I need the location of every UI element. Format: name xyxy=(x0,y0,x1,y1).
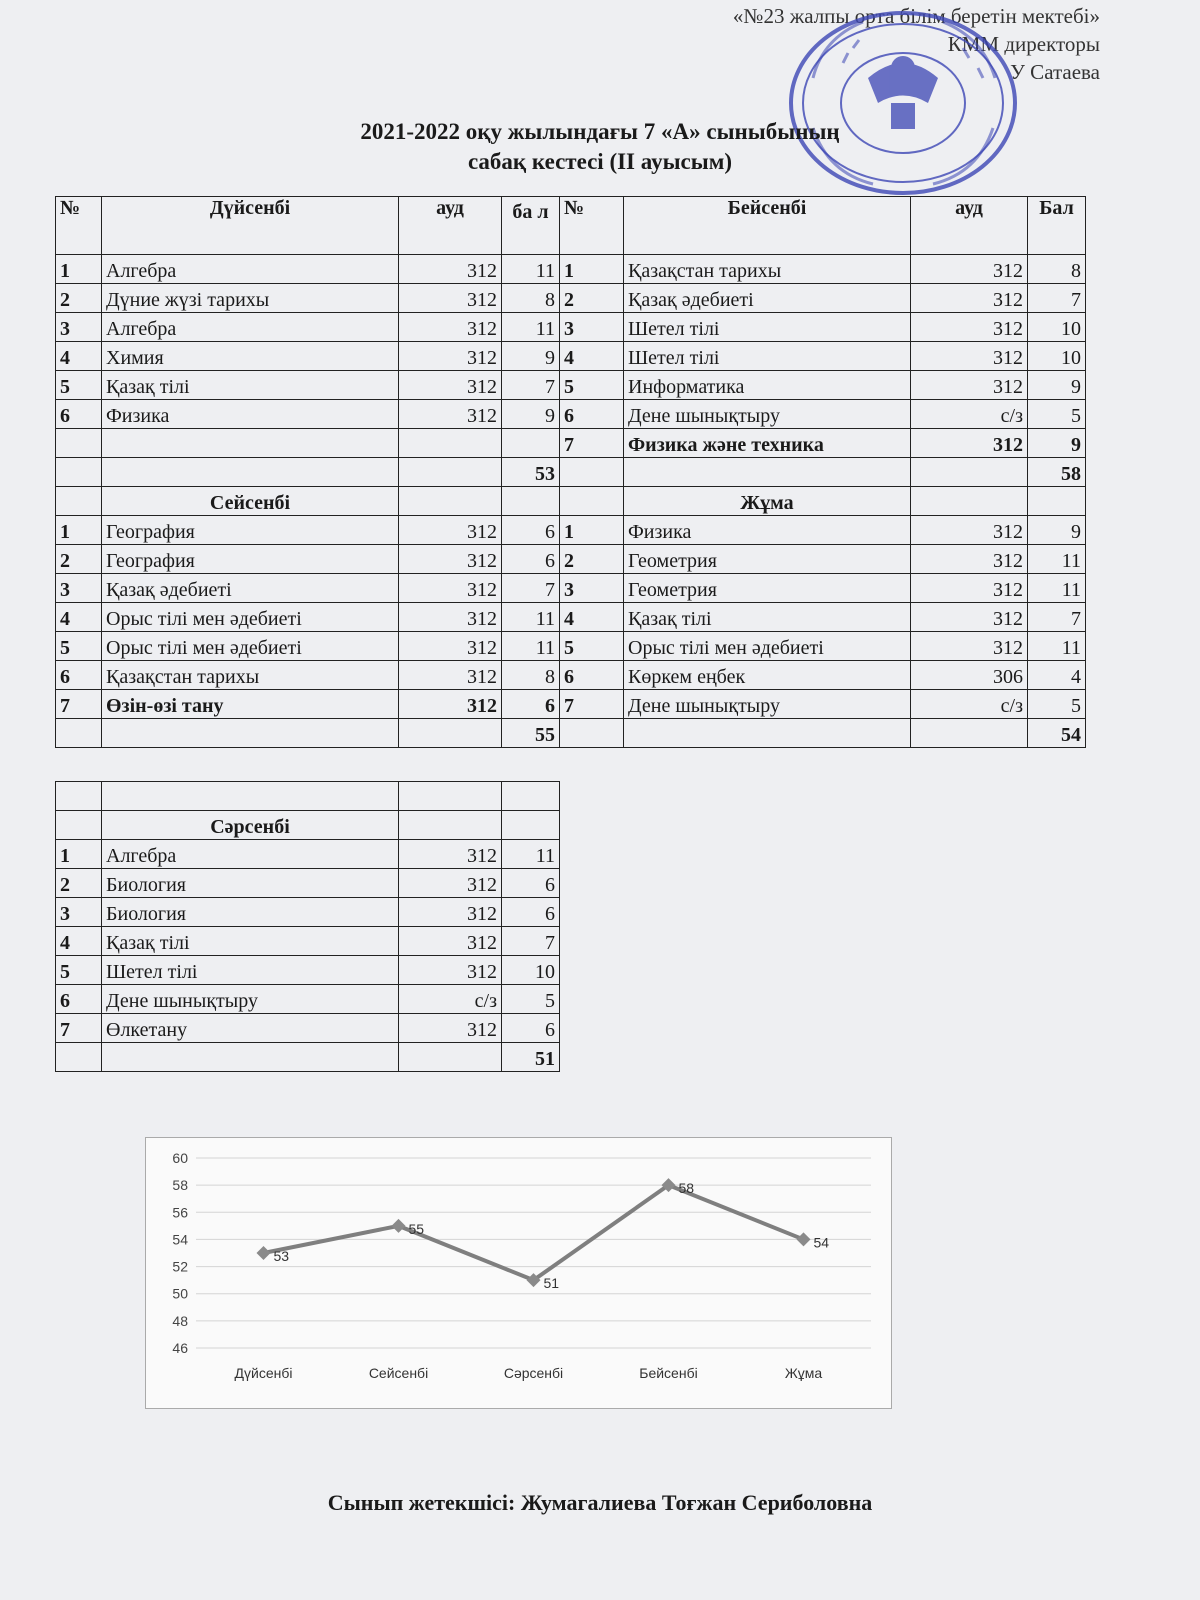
table-row xyxy=(56,869,560,898)
day-header-tuesday: Сейсенбі xyxy=(102,487,399,516)
lesson-score: 5 xyxy=(502,985,560,1014)
lesson-score: 11 xyxy=(502,313,560,342)
table-row xyxy=(56,342,1086,371)
lesson-number: 2 xyxy=(560,284,624,313)
day-total-thursday: 58 xyxy=(1028,458,1086,487)
lesson-subject: Қазақстан тарихы xyxy=(102,661,399,690)
lesson-subject: Геометрия xyxy=(624,545,911,574)
lesson-score: 6 xyxy=(502,869,560,898)
weekly-load-chart xyxy=(145,1137,892,1409)
lesson-room: 306 xyxy=(911,661,1028,690)
data-label: 55 xyxy=(408,1220,425,1237)
timetable xyxy=(55,196,1086,748)
col-header-no: № xyxy=(560,197,624,255)
lesson-subject: География xyxy=(102,545,399,574)
col-header-room: ауд xyxy=(399,197,502,255)
lesson-room: с/з xyxy=(911,690,1028,719)
lesson-room: 312 xyxy=(911,371,1028,400)
lesson-subject: Дене шынықтыру xyxy=(624,400,911,429)
lesson-score: 11 xyxy=(1028,545,1086,574)
lesson-number: 4 xyxy=(56,342,102,371)
day-header-friday: Жұма xyxy=(624,487,911,516)
lesson-score: 7 xyxy=(502,927,560,956)
lesson-number: 6 xyxy=(560,400,624,429)
table-row xyxy=(56,927,560,956)
lesson-room: 312 xyxy=(399,840,502,869)
lesson-room: 312 xyxy=(911,284,1028,313)
lesson-number: 1 xyxy=(560,516,624,545)
lesson-room: с/з xyxy=(399,985,502,1014)
table-row xyxy=(56,632,1086,661)
lesson-room: 312 xyxy=(399,927,502,956)
lesson-number: 2 xyxy=(56,284,102,313)
lesson-subject: Физика xyxy=(624,516,911,545)
table-row xyxy=(56,898,560,927)
lesson-subject: Қазақ тілі xyxy=(102,371,399,400)
lesson-number: 6 xyxy=(560,661,624,690)
table-row xyxy=(56,371,1086,400)
lesson-number: 1 xyxy=(56,516,102,545)
lesson-score: 11 xyxy=(502,840,560,869)
lesson-number: 6 xyxy=(56,661,102,690)
table-row xyxy=(56,661,1086,690)
lesson-subject: Дене шынықтыру xyxy=(624,690,911,719)
lesson-room: 312 xyxy=(399,255,502,284)
lesson-number: 5 xyxy=(56,632,102,661)
day-header-thursday: Бейсенбі xyxy=(624,197,911,255)
lesson-subject: Шетел тілі xyxy=(624,313,911,342)
lesson-score: 7 xyxy=(502,371,560,400)
lesson-room: 312 xyxy=(911,516,1028,545)
lesson-score: 10 xyxy=(1028,342,1086,371)
lesson-score: 8 xyxy=(502,284,560,313)
lesson-number: 4 xyxy=(56,603,102,632)
col-header-room: ауд xyxy=(911,197,1028,255)
table-row xyxy=(56,603,1086,632)
lesson-subject: Алгебра xyxy=(102,255,399,284)
y-tick-label: 50 xyxy=(172,1285,188,1302)
lesson-subject: Алгебра xyxy=(102,313,399,342)
table-row xyxy=(56,985,560,1014)
lesson-score: 11 xyxy=(502,632,560,661)
page-subtitle: сабақ кестесі (ІІ ауысым) xyxy=(467,149,733,174)
lesson-subject: Өлкетану xyxy=(102,1014,399,1043)
table-row xyxy=(56,574,1086,603)
lesson-room: 312 xyxy=(911,342,1028,371)
table-row xyxy=(56,840,560,869)
data-label: 54 xyxy=(813,1234,830,1251)
lesson-subject: Орыс тілі мен әдебиеті xyxy=(102,603,399,632)
col-header-score: ба л xyxy=(502,197,560,255)
lesson-score: 10 xyxy=(502,956,560,985)
lesson-score: 7 xyxy=(1028,284,1086,313)
lesson-room: 312 xyxy=(399,632,502,661)
data-label: 53 xyxy=(273,1248,290,1264)
lesson-number: 1 xyxy=(56,255,102,284)
class-teacher-signature: Сынып жетекшісі: Жумагалиева Тоғжан Сериболовна xyxy=(327,1490,873,1515)
table-row xyxy=(56,284,1086,313)
table-row xyxy=(56,429,1086,458)
y-tick-label: 58 xyxy=(172,1177,188,1194)
lesson-room: с/з xyxy=(911,400,1028,429)
lesson-room: 312 xyxy=(399,313,502,342)
table-row xyxy=(56,313,1086,342)
lesson-number: 3 xyxy=(56,574,102,603)
lesson-subject: Шетел тілі xyxy=(102,956,399,985)
lesson-subject: Көркем еңбек xyxy=(624,661,911,690)
lesson-subject: Геометрия xyxy=(624,574,911,603)
lesson-room: 312 xyxy=(399,371,502,400)
table-cell xyxy=(56,429,102,458)
lesson-number: 7 xyxy=(560,429,624,458)
lesson-score: 7 xyxy=(502,574,560,603)
lesson-room: 312 xyxy=(399,574,502,603)
lesson-subject: Қазақ әдебиеті xyxy=(624,284,911,313)
lesson-number: 7 xyxy=(560,690,624,719)
lesson-score: 6 xyxy=(502,898,560,927)
lesson-room: 312 xyxy=(399,1014,502,1043)
data-point xyxy=(797,1232,811,1246)
lesson-subject: Дүние жүзі тарихы xyxy=(102,284,399,313)
lesson-number: 4 xyxy=(56,927,102,956)
table-cell xyxy=(502,429,560,458)
x-tick-label: Жұма xyxy=(784,1365,823,1381)
lesson-score: 10 xyxy=(1028,313,1086,342)
lesson-room: 312 xyxy=(399,603,502,632)
lesson-room: 312 xyxy=(911,632,1028,661)
lesson-score: 9 xyxy=(1028,371,1086,400)
timetable-wednesday xyxy=(55,781,560,1072)
approval-line-school: «№23 жалпы орта білім беретін мектебі» xyxy=(732,4,1100,28)
table-row xyxy=(56,690,1086,719)
lesson-score: 6 xyxy=(502,516,560,545)
day-total-monday: 53 xyxy=(502,458,560,487)
y-tick-label: 52 xyxy=(172,1258,188,1275)
lesson-subject: Қазақ тілі xyxy=(624,603,911,632)
lesson-score: 11 xyxy=(502,255,560,284)
day-total-friday: 54 xyxy=(1028,719,1086,748)
lesson-score: 8 xyxy=(502,661,560,690)
lesson-room: 312 xyxy=(399,661,502,690)
lesson-number: 2 xyxy=(56,869,102,898)
lesson-room: 312 xyxy=(399,898,502,927)
day-header-wednesday: Сәрсенбі xyxy=(102,811,399,840)
lesson-number: 2 xyxy=(560,545,624,574)
col-header-no: № xyxy=(56,197,102,255)
lesson-score: 9 xyxy=(1028,516,1086,545)
lesson-room: 312 xyxy=(399,545,502,574)
lesson-subject: Орыс тілі мен әдебиеті xyxy=(624,632,911,661)
lesson-score: 8 xyxy=(1028,255,1086,284)
lesson-score: 6 xyxy=(502,690,560,719)
table-row xyxy=(56,400,1086,429)
lesson-number: 3 xyxy=(560,313,624,342)
col-header-score: Бал xyxy=(1028,197,1086,255)
y-tick-label: 54 xyxy=(172,1231,188,1248)
lesson-room: 312 xyxy=(911,313,1028,342)
lesson-number: 3 xyxy=(560,574,624,603)
lesson-subject: Орыс тілі мен әдебиеті xyxy=(102,632,399,661)
lesson-score: 11 xyxy=(502,603,560,632)
x-tick-label: Сейсенбі xyxy=(368,1365,429,1381)
lesson-score: 9 xyxy=(502,400,560,429)
table-row xyxy=(56,956,560,985)
x-tick-label: Дүйсенбі xyxy=(234,1365,293,1381)
lesson-subject: Алгебра xyxy=(102,840,399,869)
lesson-number: 4 xyxy=(560,603,624,632)
lesson-subject: Физика және техника xyxy=(624,429,911,458)
lesson-subject: Дене шынықтыру xyxy=(102,985,399,1014)
lesson-score: 11 xyxy=(1028,632,1086,661)
lesson-subject: Өзін-өзі тану xyxy=(102,690,399,719)
lesson-number: 7 xyxy=(56,1014,102,1043)
lesson-number: 3 xyxy=(56,898,102,927)
lesson-room: 312 xyxy=(399,516,502,545)
lesson-room: 312 xyxy=(399,400,502,429)
table-row xyxy=(56,545,1086,574)
lesson-subject: Шетел тілі xyxy=(624,342,911,371)
y-tick-label: 48 xyxy=(172,1312,188,1329)
lesson-subject: Химия xyxy=(102,342,399,371)
lesson-room: 312 xyxy=(399,342,502,371)
lesson-subject: Қазақ тілі xyxy=(102,927,399,956)
lesson-subject: Қазақ әдебиеті xyxy=(102,574,399,603)
lesson-subject: Биология xyxy=(102,898,399,927)
y-tick-label: 46 xyxy=(172,1340,188,1356)
approval-line-name: У Сатаева xyxy=(1010,60,1100,84)
series-line xyxy=(264,1185,804,1280)
lesson-score: 5 xyxy=(1028,400,1086,429)
lesson-room: 312 xyxy=(911,603,1028,632)
lesson-subject: Информатика xyxy=(624,371,911,400)
table-cell xyxy=(399,429,502,458)
lesson-number: 2 xyxy=(56,545,102,574)
lesson-score: 4 xyxy=(1028,661,1086,690)
day-total-tuesday: 55 xyxy=(502,719,560,748)
lesson-score: 6 xyxy=(502,1014,560,1043)
table-row xyxy=(56,255,1086,284)
lesson-room: 312 xyxy=(399,956,502,985)
lesson-number: 5 xyxy=(560,371,624,400)
lesson-score: 9 xyxy=(502,342,560,371)
day-header-monday: Дүйсенбі xyxy=(102,197,399,255)
lesson-number: 7 xyxy=(56,690,102,719)
lesson-room: 312 xyxy=(911,574,1028,603)
lesson-subject: География xyxy=(102,516,399,545)
approval-line-position: КММ директоры xyxy=(947,32,1100,56)
lesson-number: 1 xyxy=(56,840,102,869)
day-total-wednesday: 51 xyxy=(502,1043,560,1072)
lesson-number: 4 xyxy=(560,342,624,371)
lesson-number: 6 xyxy=(56,985,102,1014)
data-label: 51 xyxy=(543,1275,560,1292)
lesson-number: 6 xyxy=(56,400,102,429)
lesson-score: 6 xyxy=(502,545,560,574)
data-point xyxy=(257,1246,271,1260)
lesson-room: 312 xyxy=(911,545,1028,574)
x-tick-label: Сәрсенбі xyxy=(503,1365,564,1381)
y-tick-label: 60 xyxy=(172,1150,188,1166)
x-tick-label: Бейсенбі xyxy=(639,1365,698,1381)
lesson-room: 312 xyxy=(911,255,1028,284)
lesson-subject: Физика xyxy=(102,400,399,429)
table-row xyxy=(56,516,1086,545)
lesson-room: 312 xyxy=(399,869,502,898)
lesson-score: 9 xyxy=(1028,429,1086,458)
data-label: 58 xyxy=(678,1180,695,1197)
lesson-score: 5 xyxy=(1028,690,1086,719)
data-point xyxy=(392,1219,406,1233)
lesson-number: 3 xyxy=(56,313,102,342)
lesson-number: 5 xyxy=(56,956,102,985)
lesson-number: 5 xyxy=(560,632,624,661)
lesson-number: 5 xyxy=(56,371,102,400)
lesson-room: 312 xyxy=(399,284,502,313)
lesson-score: 11 xyxy=(1028,574,1086,603)
y-tick-label: 56 xyxy=(172,1204,188,1221)
table-cell xyxy=(102,429,399,458)
table-row xyxy=(56,1014,560,1043)
lesson-subject: Қазақстан тарихы xyxy=(624,255,911,284)
page-title: 2021-2022 оқу жылындағы 7 «А» сыныбының xyxy=(360,119,840,144)
lesson-subject: Биология xyxy=(102,869,399,898)
lesson-number: 1 xyxy=(560,255,624,284)
lesson-room: 312 xyxy=(911,429,1028,458)
lesson-score: 7 xyxy=(1028,603,1086,632)
lesson-room: 312 xyxy=(399,690,502,719)
